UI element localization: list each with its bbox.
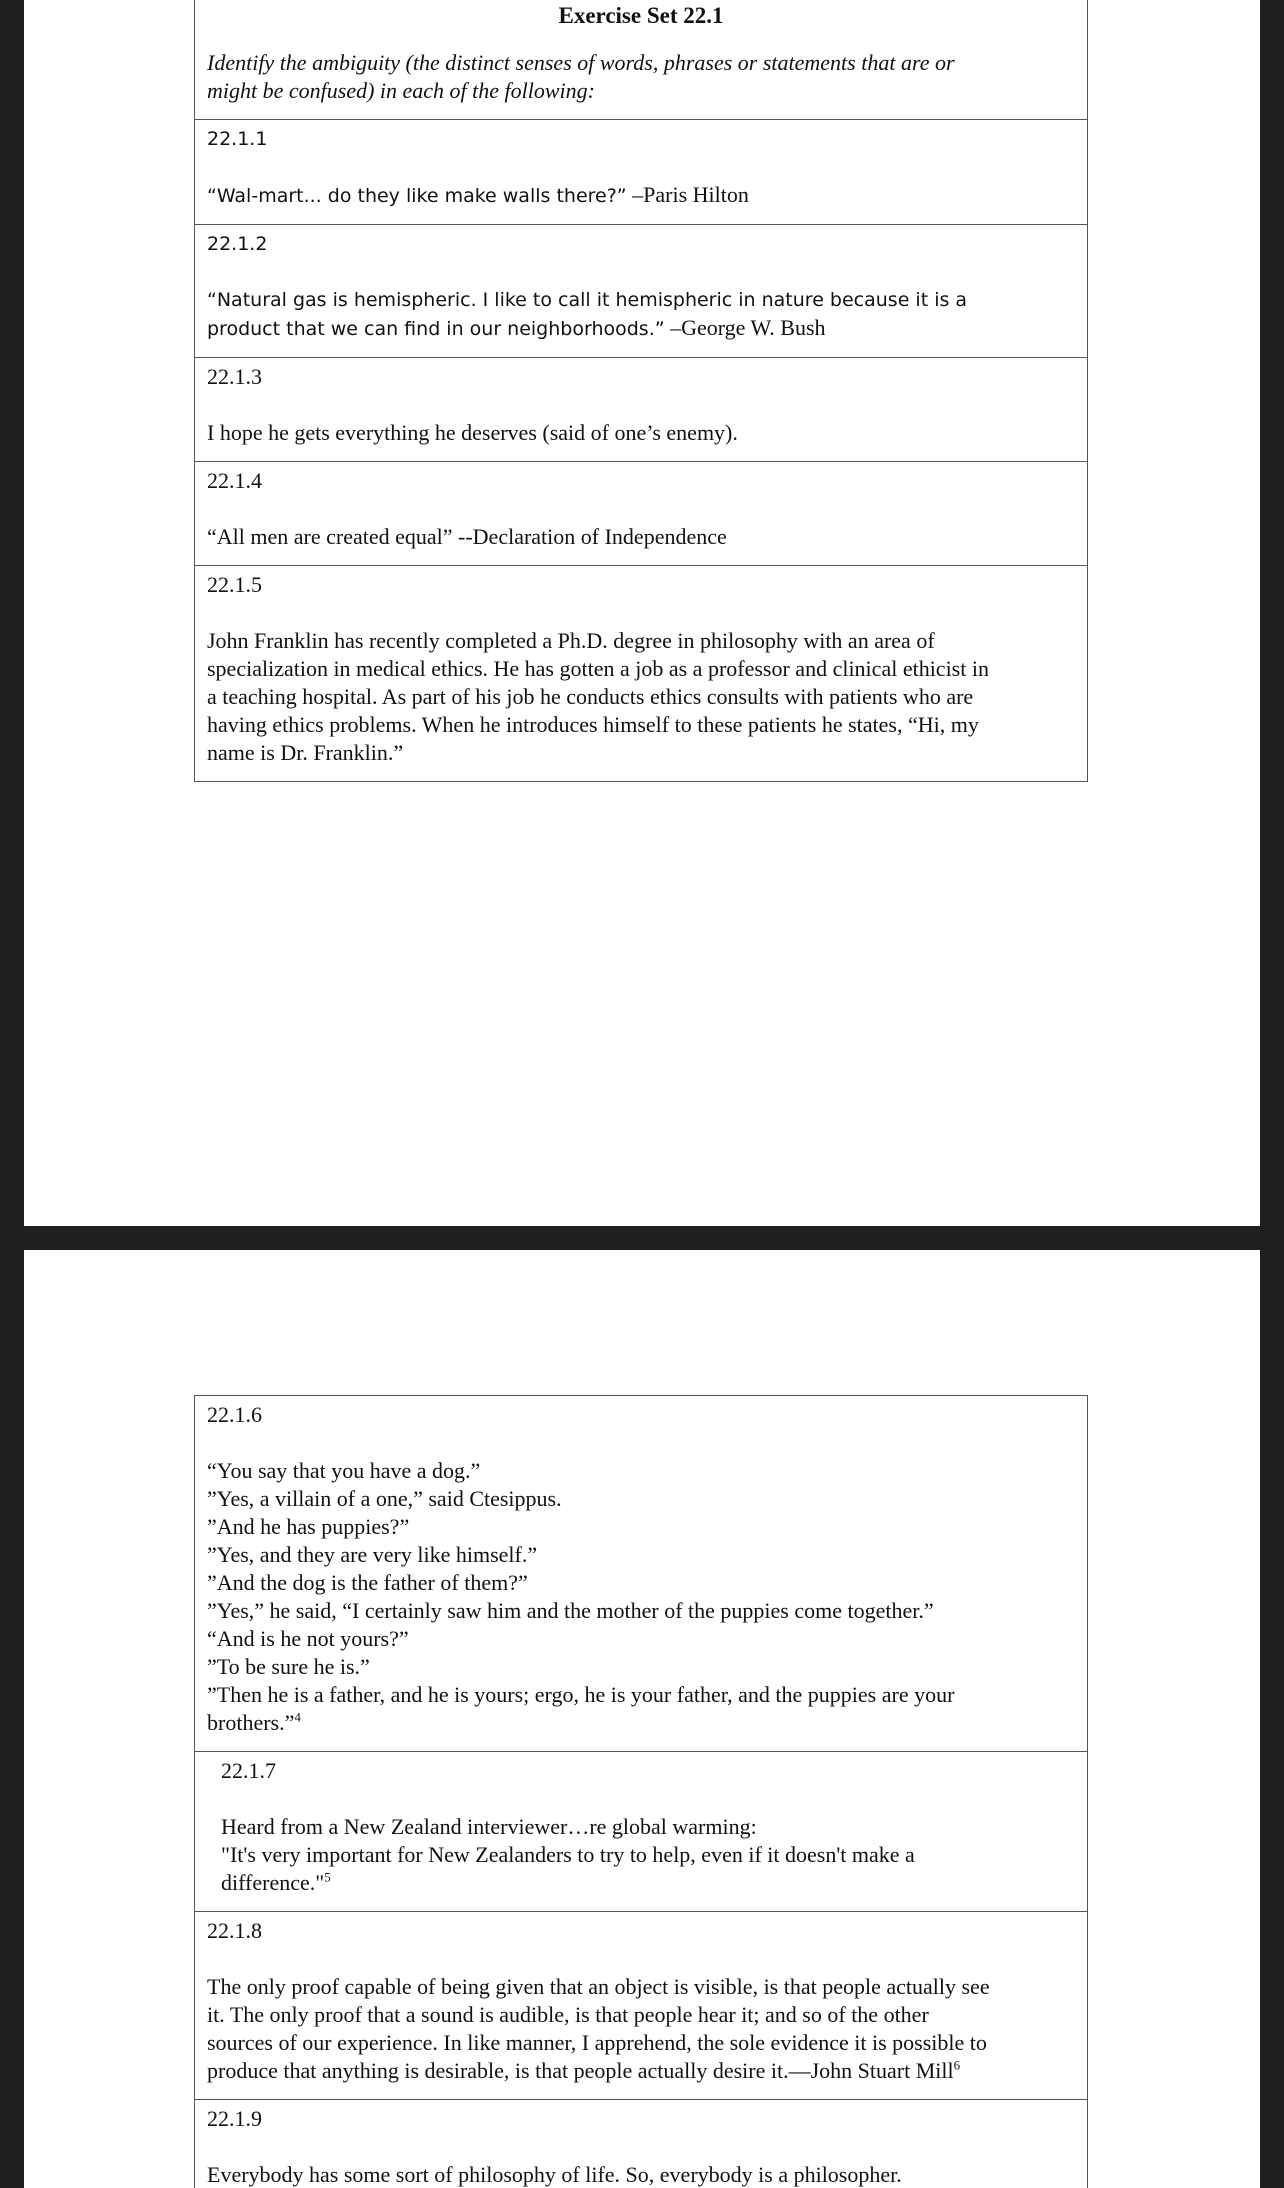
item-number: 22.1.7 (221, 1758, 276, 1783)
exercise-item-22-1-2 (195, 224, 1087, 357)
footnote-marker: 5 (324, 1869, 331, 1885)
dialogue-line: ”Yes, and they are very like himself.” (207, 1542, 538, 1567)
dialogue-line: ”Then he is a father, and he is yours; ergo, he is your father, and the puppies are your (207, 1682, 955, 1707)
text-line: produce that anything is desirable, is that people actually desire it.—John Stuart Mill (207, 2058, 954, 2083)
footnote-marker: 4 (294, 1709, 301, 1725)
dialogue-line: ”To be sure he is.” (207, 1654, 370, 1679)
dialogue-line: brothers.” (207, 1710, 295, 1735)
dialogue-line: ”Yes,” he said, “I certainly saw him and the mother of the puppies come together.” (207, 1598, 934, 1623)
item-text: Everybody has some sort of philosophy of life. So, everybody is a philosopher. (207, 2162, 902, 2187)
exercise-item-22-1-3 (195, 357, 1087, 461)
text-line: name is Dr. Franklin.” (207, 740, 404, 765)
item-number: 22.1.3 (207, 364, 262, 389)
exercise-item-22-1-4 (195, 461, 1087, 565)
text-line: Heard from a New Zealand interviewer…re global warming: (221, 1814, 757, 1839)
text-line: sources of our experience. In like manner, I apprehend, the sole evidence it is possible to (207, 2030, 987, 2055)
item-number: 22.1.6 (207, 1402, 262, 1427)
dialogue-line: “And is he not yours?” (207, 1626, 409, 1651)
dialogue-line: “You say that you have a dog.” (207, 1458, 481, 1483)
text-line: a teaching hospital. As part of his job he conducts ethics consults with patients who are (207, 684, 974, 709)
document-page-2 (24, 1250, 1260, 2188)
instructions (207, 49, 1075, 105)
item-number: 22.1.5 (207, 572, 262, 597)
item-text (207, 1973, 1075, 2085)
item-text (207, 1457, 1075, 1737)
exercise-table-1 (194, 0, 1088, 782)
exercise-item-22-1-9 (195, 2099, 1087, 2188)
text-line: The only proof capable of being given that an object is visible, is that people actually see (207, 1974, 990, 1999)
text-line: specialization in medical ethics. He has gotten a job as a professor and clinical ethicist in (207, 656, 989, 681)
item-number: 22.1.8 (207, 1918, 262, 1943)
item-text (207, 627, 1075, 767)
item-text (207, 181, 1075, 210)
dialogue-line: ”Yes, a villain of a one,” said Ctesippus. (207, 1486, 562, 1511)
header-cell (195, 0, 1087, 119)
exercise-table-2 (194, 1395, 1088, 2188)
dialogue-line: ”And the dog is the father of them?” (207, 1570, 528, 1595)
attribution: –George W. Bush (664, 315, 826, 340)
item-text (207, 286, 1075, 343)
text-line: John Franklin has recently completed a Ph.D. degree in philosophy with an area of (207, 628, 935, 653)
exercise-item-22-1-7 (195, 1751, 1087, 1911)
item-text: “All men are created equal” --Declaration of Independence (207, 524, 727, 549)
text-line: it. The only proof that a sound is audible, is that people hear it; and so of the other (207, 2002, 929, 2027)
instructions-line: might be confused) in each of the following: (207, 78, 595, 103)
item-text: I hope he gets everything he deserves (said of one’s enemy). (207, 420, 738, 445)
exercise-item-22-1-8 (195, 1911, 1087, 2099)
exercise-set-title: Exercise Set 22.1 (558, 3, 724, 28)
footnote-marker: 6 (953, 2057, 961, 2073)
item-text (221, 1813, 1075, 1897)
attribution: –Paris Hilton (626, 182, 749, 207)
quote-line: “Natural gas is hemispheric. I like to call it hemispheric in nature because it is a (207, 289, 968, 311)
exercise-item-22-1-1 (195, 119, 1087, 224)
quote-line: product that we can find in our neighborhoods.” (207, 318, 665, 340)
text-line: difference." (221, 1870, 325, 1895)
text-line: "It's very important for New Zealanders to try to help, even if it doesn't make a (221, 1842, 915, 1867)
item-number: 22.1.2 (207, 233, 268, 255)
dialogue-line: ”And he has puppies?” (207, 1514, 410, 1539)
document-page-1 (24, 0, 1260, 1226)
exercise-item-22-1-6 (195, 1396, 1087, 1751)
item-number: 22.1.1 (207, 128, 268, 150)
item-number: 22.1.4 (207, 468, 262, 493)
item-number: 22.1.9 (207, 2106, 262, 2131)
text-line: having ethics problems. When he introduces himself to these patients he states, “Hi, my (207, 712, 979, 737)
exercise-item-22-1-5 (195, 565, 1087, 781)
quote: “Wal-mart... do they like make walls there?” (207, 185, 627, 207)
instructions-line: Identify the ambiguity (the distinct senses of words, phrases or statements that are or (207, 50, 955, 75)
